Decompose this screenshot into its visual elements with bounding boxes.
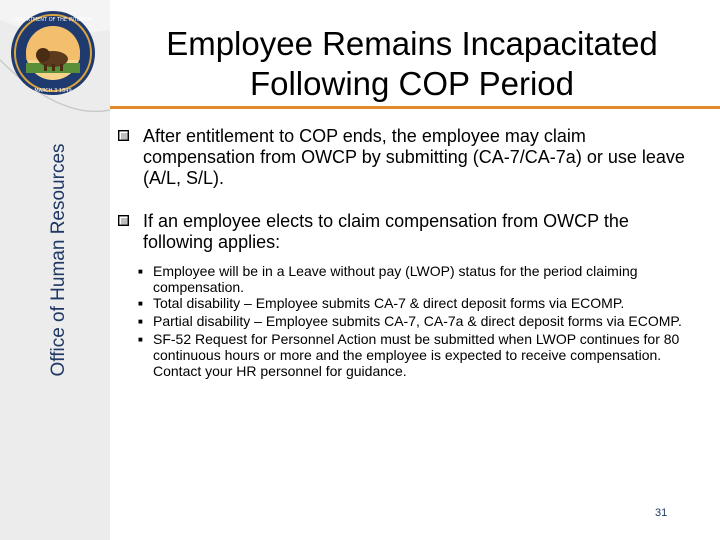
sub-bullet-item bbox=[138, 313, 698, 331]
sub-bullet-text: Partial disability – Employee submits CA-7, CA-7a & direct deposit forms via ECOMP. bbox=[153, 313, 682, 329]
checkbox-square-icon bbox=[118, 130, 136, 141]
slide-content bbox=[118, 126, 698, 379]
sub-bullet-list bbox=[118, 263, 698, 379]
slide-title: Employee Remains Incapacitated Following COP Period bbox=[166, 25, 658, 102]
title-underline bbox=[110, 106, 720, 109]
sub-bullet-text: SF-52 Request for Personnel Action must be submitted when LWOP continues for 80 continuous hours or more and the employee is expected to receive compensation. Contact your HR personnel for guidance. bbox=[153, 331, 680, 379]
bullet-item bbox=[118, 126, 698, 189]
sub-bullet-text: Total disability – Employee submits CA-7 & direct deposit forms via ECOMP. bbox=[153, 295, 625, 311]
sub-bullet-item bbox=[138, 331, 698, 379]
org-name-vertical: Office of Human Resources bbox=[48, 143, 69, 377]
page-number: 31 bbox=[655, 507, 668, 519]
small-square-icon: ■ bbox=[138, 299, 143, 308]
svg-text:MARCH 3 1849: MARCH 3 1849 bbox=[34, 88, 72, 94]
sub-bullet-item bbox=[138, 263, 698, 295]
bullet-item bbox=[118, 211, 698, 253]
sub-bullet-item bbox=[138, 295, 698, 313]
sidebar bbox=[0, 0, 110, 540]
small-square-icon: ■ bbox=[138, 335, 143, 344]
small-square-icon: ■ bbox=[138, 317, 143, 326]
svg-text:DEPARTMENT OF THE INTERIOR: DEPARTMENT OF THE INTERIOR bbox=[13, 17, 93, 23]
checkbox-square-icon bbox=[118, 215, 136, 226]
bullet-text: If an employee elects to claim compensation from OWCP the following applies: bbox=[143, 211, 629, 252]
sub-bullet-text: Employee will be in a Leave without pay (LWOP) status for the period claiming compensation. bbox=[153, 263, 638, 295]
bullet-text: After entitlement to COP ends, the employee may claim compensation from OWCP by submitting (CA-7/CA-7a) or use leave (A/L, S/L). bbox=[143, 126, 685, 188]
small-square-icon: ■ bbox=[138, 267, 143, 276]
